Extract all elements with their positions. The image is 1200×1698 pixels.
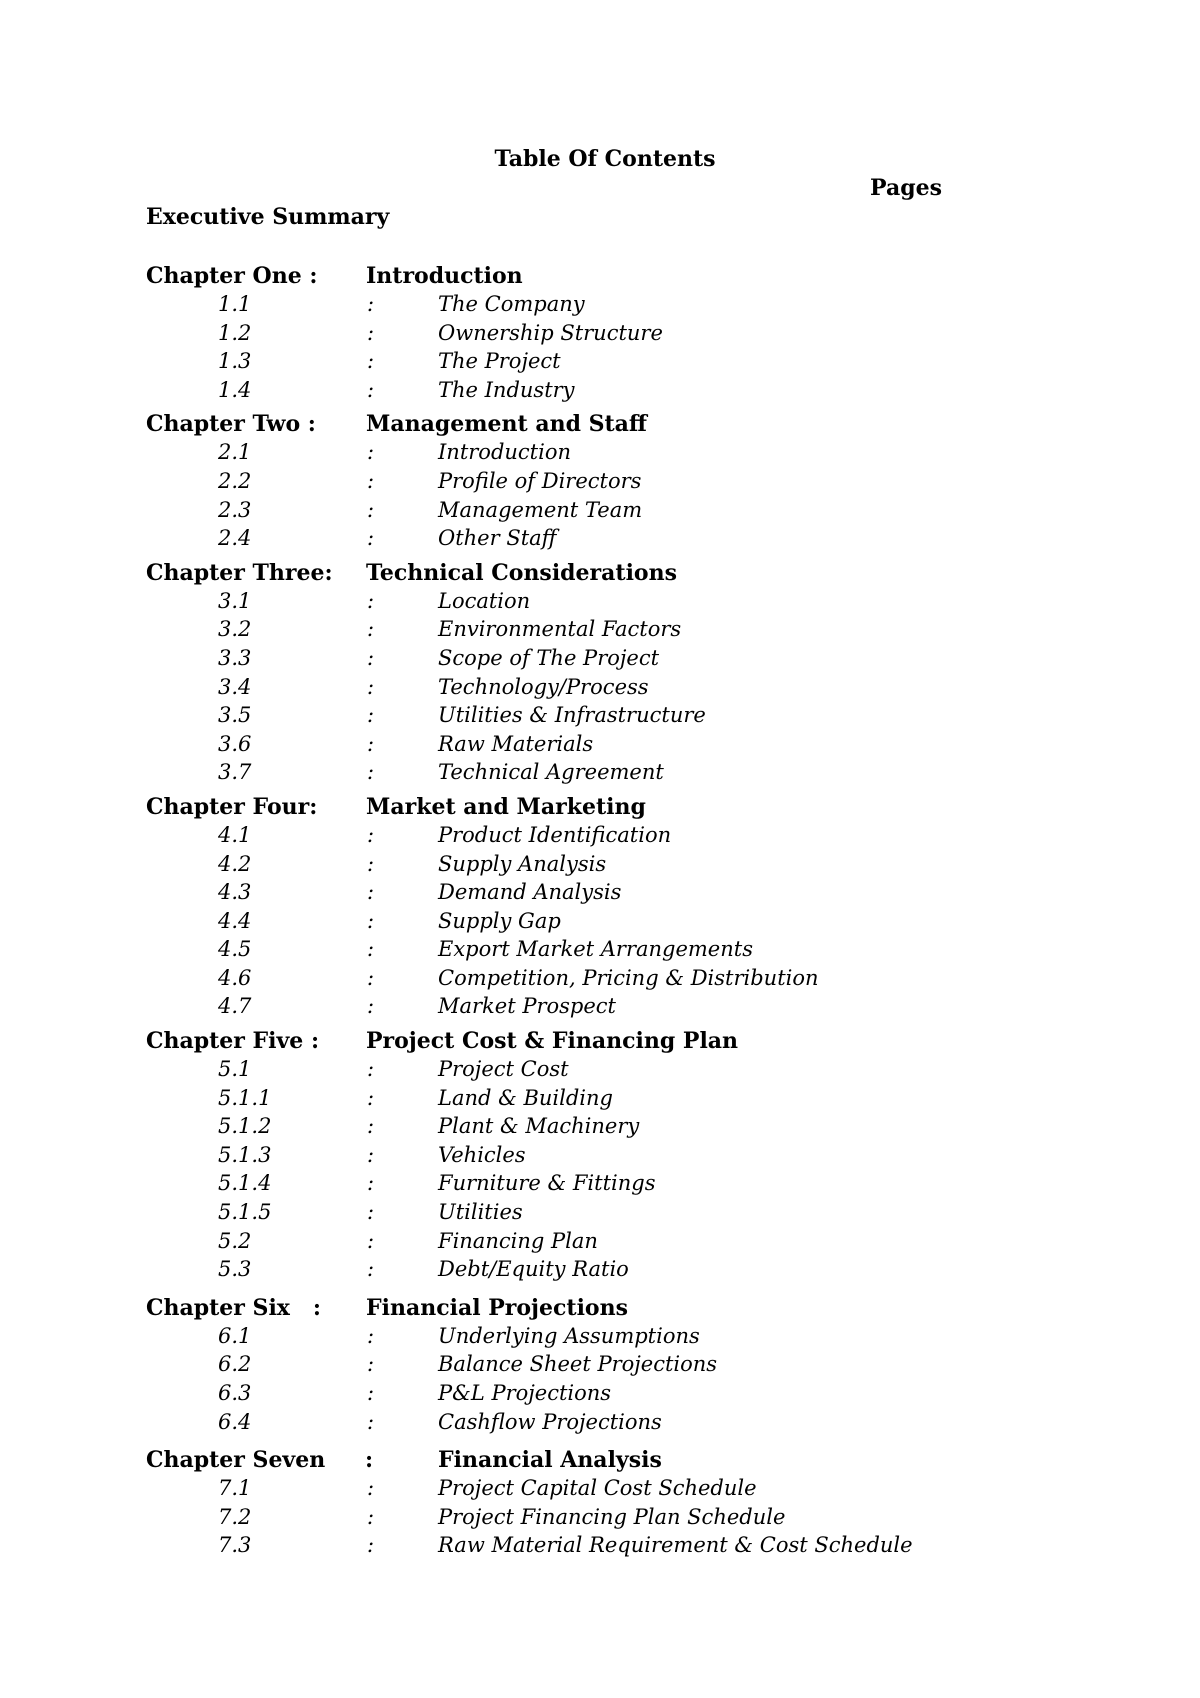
section-title: Project Capital Cost Schedule [438, 1476, 757, 1501]
section-entry [0, 1257, 1200, 1286]
section-separator: : [367, 1533, 375, 1558]
section-entry [0, 852, 1200, 881]
section-title: Utilities [438, 1200, 523, 1225]
section-separator: : [367, 1085, 375, 1110]
section-separator: : [367, 880, 375, 905]
section-title: Environmental Factors [438, 617, 682, 642]
chapter-title: Management and Staff [366, 411, 647, 438]
section-number: 5.1.1 [218, 1085, 272, 1110]
section-entry [0, 1143, 1200, 1172]
section-separator: : [367, 292, 375, 316]
section-number: 5.2 [218, 1228, 252, 1253]
chapter-label: Chapter Three: [146, 559, 333, 586]
executive-summary-entry: Executive Summary [146, 204, 390, 230]
section-number: 5.1.3 [218, 1142, 272, 1167]
section-title: Utilities & Infrastructure [438, 703, 706, 728]
section-entry [0, 909, 1200, 938]
section-entry [0, 1086, 1200, 1115]
section-title: Debt/Equity Ratio [438, 1257, 629, 1282]
section-title: Underlying Assumptions [438, 1323, 700, 1348]
section-title: The Project [438, 349, 561, 374]
section-number: 3.5 [218, 703, 252, 728]
section-number: 1.1 [218, 292, 252, 316]
section-number: 2.1 [218, 440, 252, 465]
section-entry [0, 994, 1200, 1023]
section-entry [0, 880, 1200, 909]
section-title: Ownership Structure [438, 320, 663, 345]
section-title: Export Market Arrangements [438, 937, 753, 962]
section-title: Technology/Process [438, 674, 649, 699]
section-separator: : [367, 1200, 375, 1225]
section-number: 4.3 [218, 880, 252, 905]
chapter-block [0, 411, 1200, 554]
section-entry [0, 349, 1200, 378]
chapter-title: Project Cost & Financing Plan [366, 1028, 739, 1055]
section-entry [0, 1381, 1200, 1410]
section-entry [0, 1171, 1200, 1200]
section-separator: : [367, 1409, 375, 1434]
section-title: Cashflow Projections [438, 1409, 662, 1434]
section-entry [0, 966, 1200, 995]
chapter-title: Technical Considerations [366, 559, 677, 586]
section-title: Project Financing Plan Schedule [438, 1504, 786, 1529]
section-title: Furniture & Fittings [438, 1171, 656, 1196]
section-separator: : [367, 617, 375, 642]
section-title: The Industry [438, 377, 575, 402]
chapter-block [0, 1028, 1200, 1286]
section-entry [0, 646, 1200, 675]
section-number: 2.4 [218, 526, 252, 551]
section-separator: : [367, 1114, 375, 1139]
section-separator: : [367, 965, 375, 990]
section-entry [0, 1229, 1200, 1258]
section-entry [0, 1352, 1200, 1381]
section-separator: : [367, 377, 375, 402]
section-separator: : [367, 674, 375, 699]
section-separator: : [367, 908, 375, 933]
section-entry [0, 589, 1200, 618]
chapter-label: Chapter Six : [146, 1294, 322, 1321]
section-title: Supply Gap [438, 908, 561, 933]
section-entry [0, 823, 1200, 852]
toc-title: Table Of Contents [494, 146, 716, 172]
chapter-heading-row [0, 794, 1200, 823]
section-title: Balance Sheet Projections [438, 1352, 718, 1377]
section-title: Demand Analysis [438, 880, 622, 905]
section-number: 4.5 [218, 937, 252, 962]
section-title: Introduction [438, 440, 571, 465]
section-entry [0, 1114, 1200, 1143]
section-separator: : [367, 1381, 375, 1405]
chapter-label: Chapter Two : [146, 411, 316, 438]
section-separator: : [367, 731, 375, 756]
section-entry [0, 526, 1200, 555]
section-number: 4.2 [218, 851, 252, 876]
section-number: 3.3 [218, 645, 252, 670]
section-entry [0, 617, 1200, 646]
section-title: Scope of The Project [438, 645, 660, 670]
section-entry [0, 1057, 1200, 1086]
section-title: Technical Agreement [438, 760, 664, 785]
chapter-title: Introduction [366, 263, 523, 289]
section-number: 3.4 [218, 674, 252, 699]
chapter-heading-row [0, 263, 1200, 292]
section-title: Vehicles [438, 1142, 526, 1167]
chapter-label: Chapter Four: [146, 793, 318, 820]
section-number: 6.3 [218, 1381, 252, 1405]
chapter-heading-row [0, 1028, 1200, 1057]
section-entry [0, 937, 1200, 966]
section-entry [0, 321, 1200, 350]
chapter-block [0, 263, 1200, 406]
section-entry [0, 1533, 1200, 1562]
section-entry [0, 1476, 1200, 1505]
section-number: 7.1 [218, 1476, 252, 1501]
section-number: 5.1.5 [218, 1200, 272, 1225]
section-separator: : [367, 994, 375, 1019]
section-separator: : [367, 1057, 375, 1082]
section-title: Land & Building [438, 1085, 613, 1110]
section-number: 4.4 [218, 908, 252, 933]
section-number: 1.4 [218, 377, 252, 402]
section-entry [0, 1410, 1200, 1439]
section-number: 5.1.2 [218, 1114, 272, 1139]
section-separator: : [367, 760, 375, 785]
section-separator: : [367, 645, 375, 670]
section-separator: : [367, 1352, 375, 1377]
section-number: 4.6 [218, 965, 252, 990]
section-number: 7.2 [218, 1504, 252, 1529]
chapter-heading-row [0, 560, 1200, 589]
chapter-label: Chapter Seven [146, 1447, 326, 1474]
section-separator: : [367, 851, 375, 876]
chapter-heading-row [0, 411, 1200, 440]
section-separator: : [367, 1228, 375, 1253]
section-separator: : [367, 349, 375, 374]
section-entry [0, 1200, 1200, 1229]
section-entry [0, 498, 1200, 527]
section-entry [0, 675, 1200, 704]
section-entry [0, 703, 1200, 732]
section-entry [0, 292, 1200, 321]
section-title: Profile of Directors [438, 468, 642, 493]
section-title: P&L Projections [438, 1381, 612, 1405]
section-number: 3.6 [218, 731, 252, 756]
chapter-block [0, 794, 1200, 1023]
chapter-title: Financial Analysis [438, 1447, 662, 1474]
section-separator: : [367, 1142, 375, 1167]
chapter-separator: : [365, 1447, 374, 1474]
section-entry [0, 1324, 1200, 1353]
section-number: 1.2 [218, 320, 252, 345]
section-number: 5.1.4 [218, 1171, 272, 1196]
chapter-title: Market and Marketing [366, 793, 646, 820]
section-entry [0, 378, 1200, 407]
section-entry [0, 440, 1200, 469]
section-entry [0, 1505, 1200, 1534]
pages-column-label: Pages [870, 175, 942, 201]
section-separator: : [367, 497, 375, 522]
section-separator: : [367, 1476, 375, 1501]
section-title: Location [438, 588, 531, 613]
section-separator: : [367, 703, 375, 728]
section-title: The Company [438, 292, 585, 316]
section-number: 6.2 [218, 1352, 252, 1377]
section-separator: : [367, 937, 375, 962]
section-title: Raw Materials [438, 731, 594, 756]
section-title: Supply Analysis [438, 851, 607, 876]
section-number: 3.1 [218, 588, 252, 613]
section-title: Financing Plan [438, 1228, 598, 1253]
section-separator: : [367, 320, 375, 345]
section-entry [0, 732, 1200, 761]
section-title: Market Prospect [438, 994, 616, 1019]
chapter-block [0, 560, 1200, 789]
section-number: 2.3 [218, 497, 252, 522]
chapter-title: Financial Projections [366, 1294, 628, 1321]
section-title: Project Cost [438, 1057, 569, 1082]
section-separator: : [367, 1323, 375, 1348]
section-number: 5.3 [218, 1257, 252, 1282]
section-title: Plant & Machinery [438, 1114, 640, 1139]
section-number: 2.2 [218, 468, 252, 493]
section-title: Product Identification [438, 822, 672, 847]
section-entry [0, 760, 1200, 789]
section-title: Raw Material Requirement & Cost Schedule [438, 1533, 913, 1558]
section-separator: : [367, 440, 375, 465]
section-number: 4.1 [218, 822, 252, 847]
section-number: 7.3 [218, 1533, 252, 1558]
chapter-block [0, 1447, 1200, 1562]
chapter-heading-row [0, 1295, 1200, 1324]
section-number: 6.1 [218, 1323, 252, 1348]
section-separator: : [367, 526, 375, 551]
section-title: Management Team [438, 497, 643, 522]
section-separator: : [367, 1257, 375, 1282]
section-entry [0, 469, 1200, 498]
section-number: 4.7 [218, 994, 252, 1019]
section-number: 3.7 [218, 760, 252, 785]
chapter-label: Chapter One : [146, 263, 318, 289]
section-number: 1.3 [218, 349, 252, 374]
section-separator: : [367, 588, 375, 613]
chapter-label: Chapter Five : [146, 1028, 320, 1055]
section-separator: : [367, 822, 375, 847]
section-number: 6.4 [218, 1409, 252, 1434]
section-title: Competition, Pricing & Distribution [438, 965, 819, 990]
section-separator: : [367, 1504, 375, 1529]
chapter-block [0, 1295, 1200, 1438]
table-of-contents [0, 263, 1200, 1562]
section-title: Other Staff [438, 526, 557, 551]
section-number: 3.2 [218, 617, 252, 642]
section-separator: : [367, 468, 375, 493]
section-number: 5.1 [218, 1057, 252, 1082]
section-separator: : [367, 1171, 375, 1196]
chapter-heading-row [0, 1447, 1200, 1476]
